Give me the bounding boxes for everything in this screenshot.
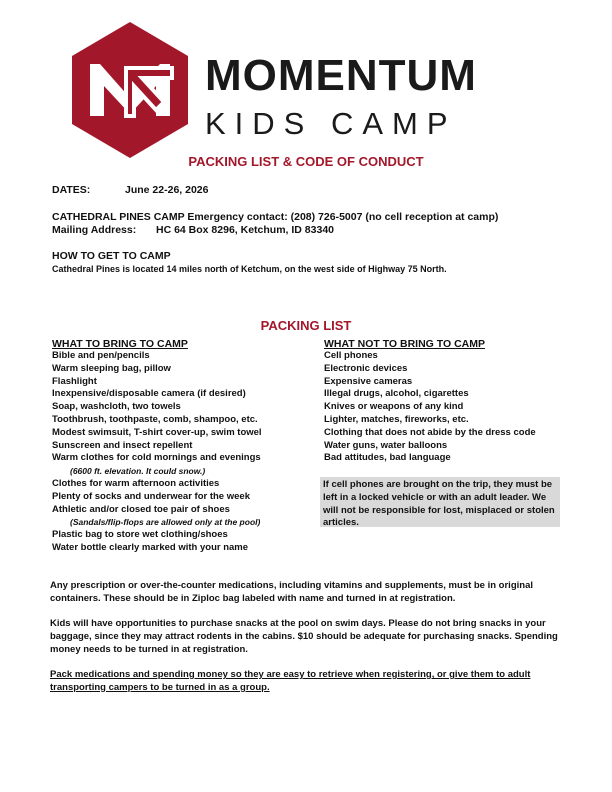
directions-heading: HOW TO GET TO CAMP (52, 250, 171, 262)
dates-value: June 22-26, 2026 (125, 184, 209, 196)
list-item: Illegal drugs, alcohol, cigarettes (324, 388, 469, 400)
list-item: Water guns, water balloons (324, 439, 448, 451)
list-item: Warm sleeping bag, pillow (52, 362, 171, 374)
bring-heading: WHAT TO BRING TO CAMP (52, 338, 188, 350)
cell-phone-notice: If cell phones are brought on the trip, they must be left in a locked vehicle or with an adult leader. We will not be responsible for lost, misplaced or stolen articles. (320, 477, 560, 527)
mailing-address-value: HC 64 Box 8296, Ketchum, ID 83340 (156, 224, 334, 236)
list-note: (6600 ft. elevation. It could snow.) (70, 466, 206, 477)
list-item: Flashlight (52, 375, 97, 387)
brand-name: MOMENTUM (205, 51, 477, 100)
list-item: Cell phones (324, 350, 378, 361)
list-item: Plenty of socks and underwear for the week (52, 490, 250, 502)
brand-subtitle: KIDS CAMP (205, 106, 457, 141)
mailing-address-label: Mailing Address: (52, 224, 137, 236)
not-bring-heading: WHAT NOT TO BRING TO CAMP (324, 338, 485, 350)
list-item: Plastic bag to store wet clothing/shoes (52, 529, 228, 541)
list-item: Electronic devices (324, 362, 408, 374)
list-item: Inexpensive/disposable camera (if desired) (52, 388, 246, 400)
list-item: Sunscreen and insect repellent (52, 439, 193, 451)
list-item: Athletic and/or closed toe pair of shoes (52, 503, 230, 515)
list-item: Modest swimsuit, T-shirt cover-up, swim towel (52, 426, 262, 438)
not-bring-column (324, 338, 536, 465)
list-item: Bad attitudes, bad language (324, 452, 451, 464)
list-item: Toothbrush, toothpaste, comb, shampoo, etc. (52, 413, 258, 425)
packing-list-title: PACKING LIST (260, 318, 352, 333)
medications-note: Any prescription or over-the-counter medications, including vitamins and supplements, must be in original containers. These should be in Ziploc bag labeled with name and turned in at registration. (50, 580, 533, 604)
directions-text: Cathedral Pines is located 14 miles north of Ketchum, on the west side of Highway 75 North. (52, 264, 447, 274)
dates-label: DATES: (52, 184, 91, 196)
list-item: Clothing that does not abide by the dress code (324, 426, 536, 438)
bring-column (52, 338, 262, 555)
list-item: Water bottle clearly marked with your name (52, 541, 249, 553)
not-bring-list (324, 350, 536, 465)
emergency-contact: CATHEDRAL PINES CAMP Emergency contact: (208) 726-5007 (no cell reception at camp) (52, 211, 499, 223)
list-item: Clothes for warm afternoon activities (52, 477, 220, 489)
bring-list (52, 350, 262, 555)
list-item: Knives or weapons of any kind (324, 401, 464, 413)
list-item: Warm clothes for cold mornings and evenings (52, 452, 261, 464)
list-item: Soap, washcloth, two towels (52, 401, 181, 413)
document-title: PACKING LIST & CODE OF CONDUCT (188, 154, 424, 169)
pack-advice-note: Pack medications and spending money so they are easy to retrieve when registering, or give them to adult transporting campers to be turned in as a group. (50, 669, 531, 693)
list-item: Expensive cameras (324, 375, 413, 387)
snacks-note: Kids will have opportunities to purchase snacks at the pool on swim days. Please do not bring snacks in your baggage, since they may attract rodents in the cabins. $10 should be adequate for purchasing snacks. Spending money needs to be turned in at registration. (50, 618, 558, 655)
list-item: Lighter, matches, fireworks, etc. (324, 413, 469, 425)
momentum-logo-icon (60, 20, 200, 160)
list-note: (Sandals/flip-flops are allowed only at the pool) (70, 517, 261, 528)
list-item: Bible and pen/pencils (52, 350, 150, 361)
